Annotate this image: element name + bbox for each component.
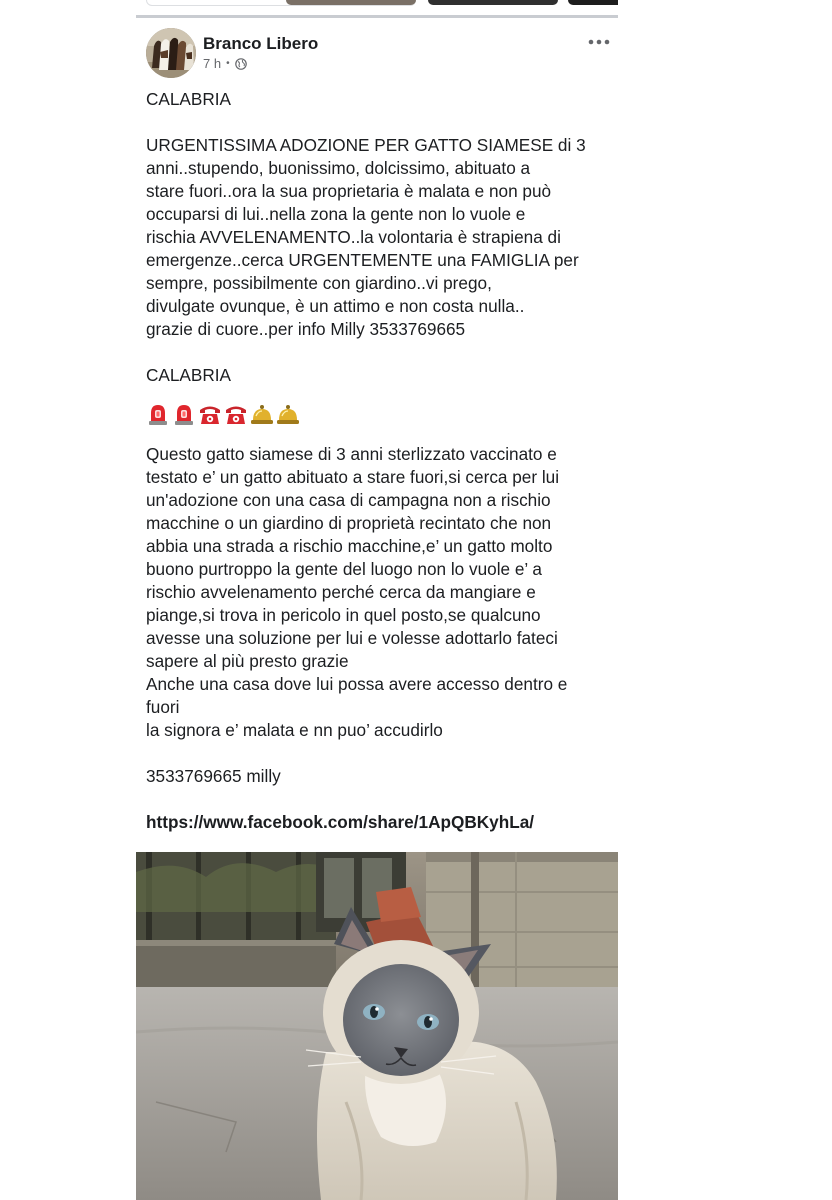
avatar-image [146, 28, 196, 78]
contact-info: 3533769665 milly [146, 766, 281, 786]
post-meta [203, 56, 247, 71]
emoji-row [146, 399, 606, 429]
post-time[interactable]: 7 h [203, 56, 222, 71]
share-link[interactable]: https://www.facebook.com/share/1ApQBKyhLa/ [146, 812, 535, 832]
siamese-cat-photo [136, 852, 618, 1200]
author-name[interactable]: Branco Libero [203, 34, 319, 53]
post-paragraph: URGENTISSIMA ADOZIONE PER GATTO SIAMESE di 3 anni..stupendo, buonissimo, dolcissimo, abituato a stare fuori..ora la sua proprietaria è malata e non può occuparsi di lui..nella zona la gente non lo vuole e rischia AVVELENAMENTO..la volontaria è strapiena di emergenze..cerca URGENTEMENTE una FAMIGLIA per sempre, possibilmente con giardino..vi prego, divulgate ovunque, è un attimo e non costa nulla.. grazie di cuore..per info Milly 3533769665 [146, 135, 586, 339]
siren-icon [146, 402, 170, 426]
page-avatar[interactable] [146, 28, 196, 78]
bell-icon [276, 402, 300, 426]
post-body [146, 88, 606, 834]
meta-separator: • [226, 58, 230, 69]
stories-strip [136, 0, 618, 18]
post-paragraph: Questo gatto siamese di 3 anni sterlizzato vaccinato e testato e’ un gatto abituato a stare fuori,si cerca per lui un'adozione con una casa di campagna non a rischio macchine o un giardino di proprietà recintato che non abbia una strada a rischio macchine,e’ un gatto molto buono purtroppo la gente del luogo non lo vuole e’ a rischio avvelenamento perché cerca da mangiare e piange,si trova in pericolo in quel posto,se qualcuno avesse una soluzione per lui e volesse adottarlo fateci sapere al più presto grazie Anche una casa dove lui possa avere accesso dentro e fuori la signora e’ malata e nn puo’ accudirlo [146, 444, 568, 740]
story-thumbnail[interactable] [568, 0, 618, 5]
siren-icon [172, 402, 196, 426]
post-photo[interactable] [136, 852, 618, 1200]
telephone-icon [198, 402, 222, 426]
story-thumbnail[interactable] [286, 0, 416, 5]
region-label: CALABRIA [146, 89, 232, 109]
globe-icon [235, 58, 247, 70]
region-label: CALABRIA [146, 365, 232, 385]
more-options-button[interactable] [584, 30, 614, 54]
bell-icon [250, 402, 274, 426]
divider [136, 15, 618, 18]
telephone-icon [224, 402, 248, 426]
more-options-icon [588, 39, 610, 45]
story-thumbnail[interactable] [428, 0, 558, 5]
